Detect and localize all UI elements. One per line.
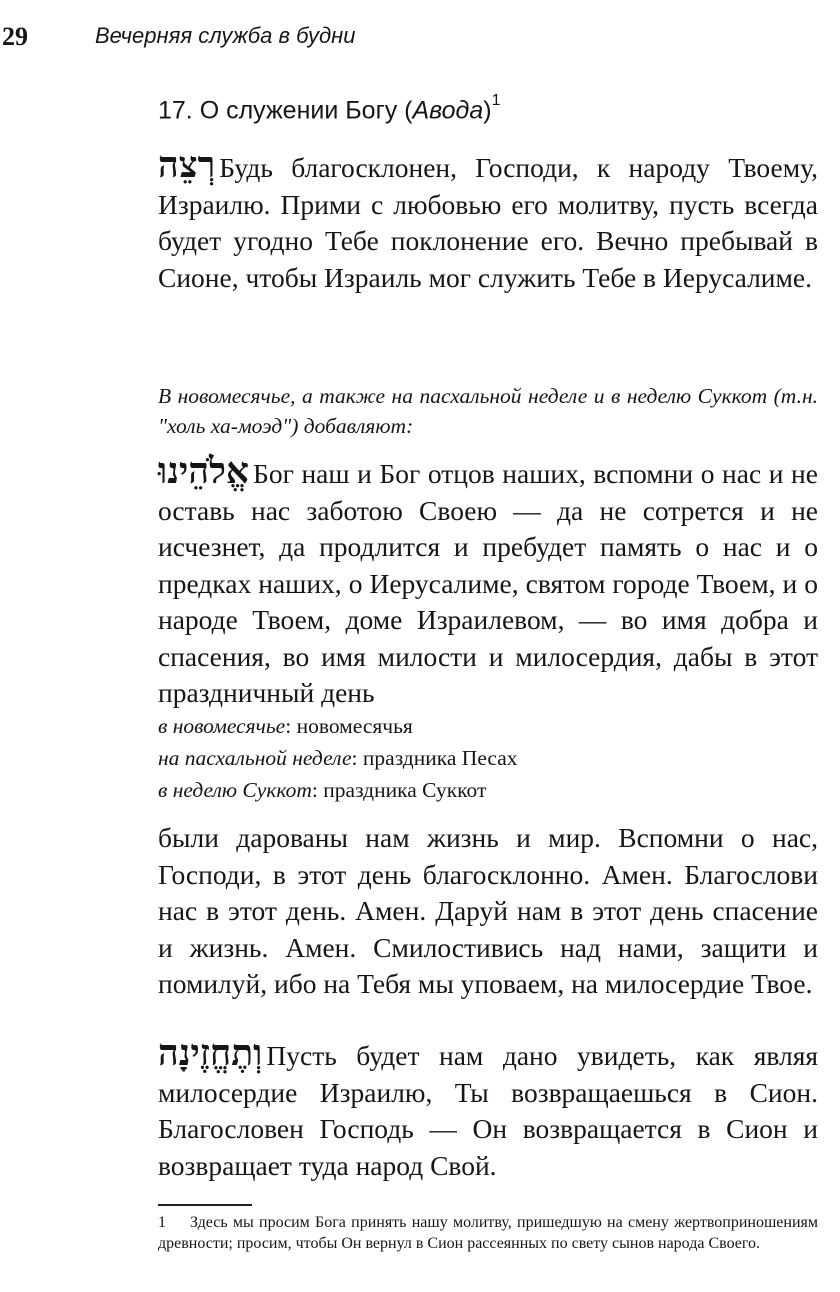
insertion-occasion: в новомесячье	[158, 714, 286, 738]
hebrew-incipit-retze: רְצֵה	[158, 144, 216, 186]
running-head	[0, 22, 840, 56]
heading-hebrew-name: Авода	[412, 96, 484, 125]
heading-suffix: )	[483, 96, 492, 125]
footnote-number: 1	[158, 1214, 166, 1231]
hebrew-incipit-eloheinu: אֱלֹהֵינוּ	[158, 450, 250, 492]
hebrew-incipit-vetechezena: וְתֶחֱזֶינָה	[158, 1032, 263, 1074]
section-title: Вечерняя служба в будни	[95, 23, 356, 48]
paragraph-eloheinu-text: Бог наш и Бог отцов наших, вспомни о нас и не оставь нас заботою Своею — да не сотрется и не исчезнет, да продлится и пребудет память о нас и о предках наших, о Иерусалиме, святом городе Твоем, и о народе Твоем, доме Израилевом, — во имя добра и спасения, во имя милости и милосердия, дабы в этот праздничный день	[158, 458, 818, 708]
rubric-instruction: В новомесячье, а также на пасхальной неделе и в неделю Суккот (т.н. "холь ха-моэд") добавляют:	[158, 384, 818, 438]
insertion-line: на пасхальной неделе: праздника Песах	[158, 746, 518, 770]
footnote-divider	[158, 1204, 252, 1206]
insertion-text: новомесячья	[296, 714, 413, 738]
paragraph-vetechezena	[158, 1032, 818, 1184]
insertion-line: в неделю Суккот: праздника Суккот	[158, 778, 487, 802]
footnote-text: Здесь мы просим Бога принять нашу молитву, пришедшую на смену жертвоприношениям древности; просим, чтобы Он вернул в Сион рассеянных по свету сынов народа Своего.	[158, 1214, 818, 1252]
paragraph-eloheinu	[158, 450, 818, 712]
occasion-insertions	[158, 710, 818, 806]
footnote-reference[interactable]: 1	[491, 92, 501, 109]
footnote	[158, 1212, 818, 1254]
page-number: 29	[2, 22, 28, 51]
insertion-text: праздника Песах	[362, 746, 518, 770]
blessing-heading	[158, 92, 501, 125]
insertion-occasion: в неделю Суккот	[158, 778, 312, 802]
paragraph-retze-text: Будь благосклонен, Господи, к народу Твоему, Израилю. Прими с любовью его молитву, пусть всегда будет угодно Тебе поклонение его. Вечно пребывай в Сионе, чтобы Израиль мог служить Тебе в Иерусалиме.	[158, 152, 818, 293]
heading-prefix: 17. О служении Богу (	[158, 96, 413, 125]
insertion-occasion: на пасхальной неделе	[158, 746, 352, 770]
insertion-text: праздника Суккот	[323, 778, 487, 802]
paragraph-vetechezena-text: Пусть будет нам дано увидеть, как являя милосердие Израилю, Ты возвращаешься в Сион. Благословен Господь — Он возвращается в Сион и возвращает туда народ Свой.	[158, 1040, 818, 1181]
paragraph-continuation: были дарованы нам жизнь и мир. Вспомни о нас, Господи, в этот день благосклонно. Амен. Благослови нас в этот день. Амен. Даруй нам в этот день спасение и жизнь. Амен. Смилостивись над нами, защити и помилуй, ибо на Тебя мы уповаем, на милосердие Твое.	[158, 822, 818, 999]
paragraph-retze	[158, 144, 818, 296]
insertion-line: в новомесячье: новомесячья	[158, 714, 413, 738]
